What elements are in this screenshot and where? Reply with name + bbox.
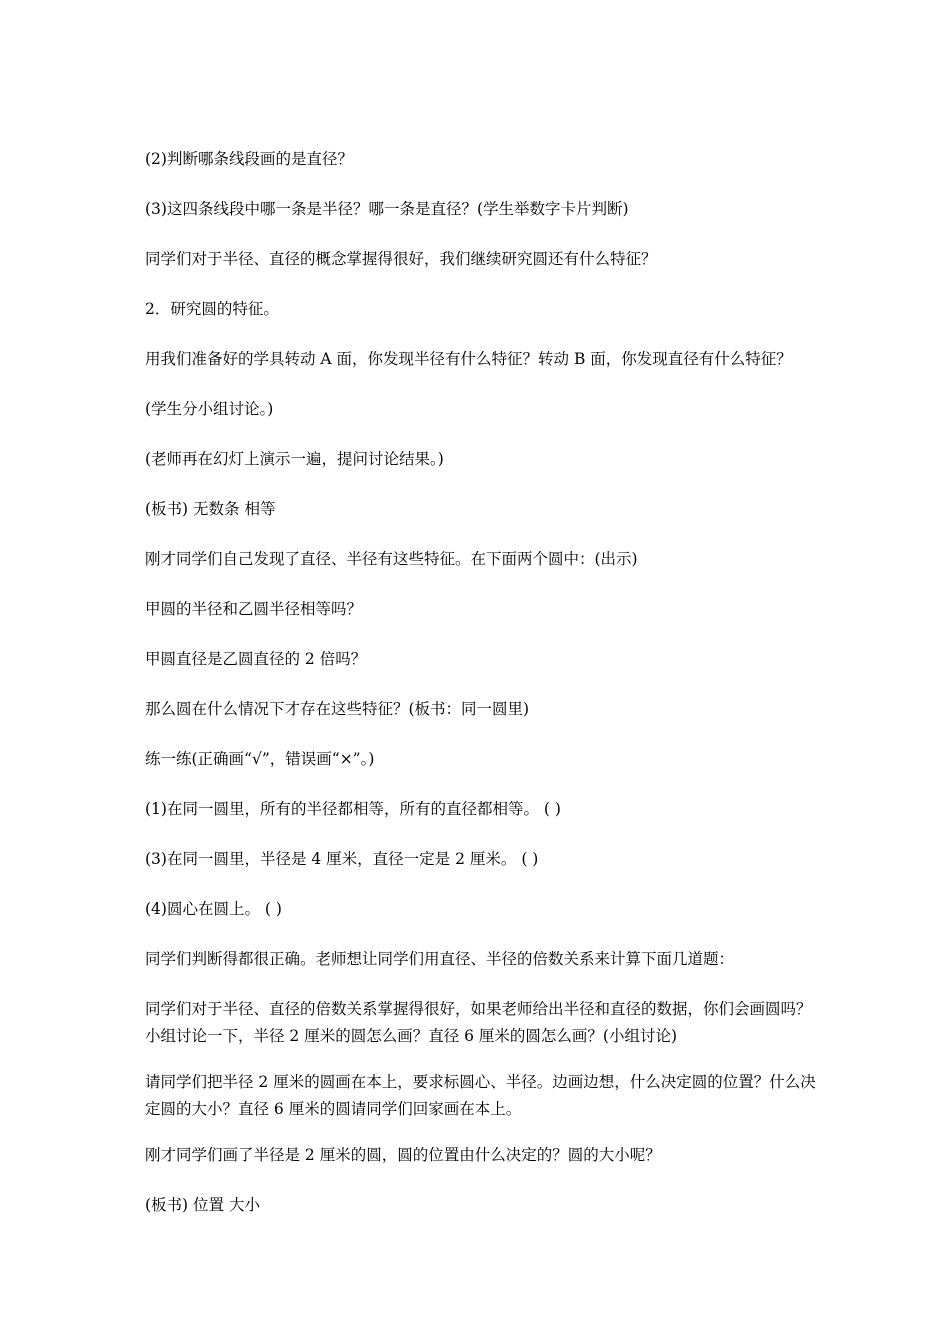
paragraph-1: (2)判断哪条线段画的是直径？ [145, 150, 353, 168]
paragraph-15: (3)在同一圆里，半径是 4 厘米，直径一定是 2 厘米。 ( ) [145, 850, 539, 868]
paragraph-21: (板书) 位置 大小 [145, 1196, 260, 1214]
paragraph-14: (1)在同一圆里，所有的半径都相等，所有的直径都相等。 ( ) [145, 800, 561, 818]
paragraph-17: 同学们判断得都很正确。老师想让同学们用直径、半径的倍数关系来计算下面几道题： [145, 950, 735, 968]
paragraph-10: 甲圆的半径和乙圆半径相等吗？ [145, 600, 363, 618]
paragraph-5: 用我们准备好的学具转动 A 面，你发现半径有什么特征？转动 B 面，你发现直径有什么特征？ [145, 350, 792, 368]
paragraph-4: 2．研究圆的特征。 [145, 300, 279, 318]
paragraph-8: (板书) 无数条 相等 [145, 500, 276, 518]
paragraph-20: 刚才同学们画了半径是 2 厘米的圆，圆的位置由什么决定的？圆的大小呢？ [145, 1146, 661, 1164]
paragraph-2: (3)这四条线段中哪一条是半径？哪一条是直径？(学生举数字卡片判断) [145, 200, 629, 218]
paragraph-11: 甲圆直径是乙圆直径的 2 倍吗？ [145, 650, 367, 668]
paragraph-6: (学生分小组讨论。) [145, 400, 274, 418]
paragraph-19: 请同学们把半径 2 厘米的圆画在本上，要求标圆心、半径。边画边想，什么决定圆的位置？什么决定圆的大小？直径 6 厘米的圆请同学们回家画在本上。 [145, 1073, 816, 1118]
paragraph-9: 刚才同学们自己发现了直径、半径有这些特征。在下面两个圆中：(出示) [145, 550, 638, 568]
paragraph-18: 同学们对于半径、直径的倍数关系掌握得很好，如果老师给出半径和直径的数据，你们会画圆吗？小组讨论一下，半径 2 厘米的圆怎么画？直径 6 厘米的圆怎么画？(小组讨论) [145, 1000, 812, 1045]
paragraph-12: 那么圆在什么情况下才存在这些特征？(板书：同一圆里) [145, 700, 530, 718]
paragraph-3: 同学们对于半径、直径的概念掌握得很好，我们继续研究圆还有什么特征？ [145, 250, 657, 268]
paragraph-16: (4)圆心在圆上。 ( ) [145, 900, 282, 918]
paragraph-7: (老师再在幻灯上演示一遍，提问讨论结果。) [145, 450, 444, 468]
paragraph-13: 练一练(正确画“√”，错误画“×”。) [145, 750, 375, 768]
